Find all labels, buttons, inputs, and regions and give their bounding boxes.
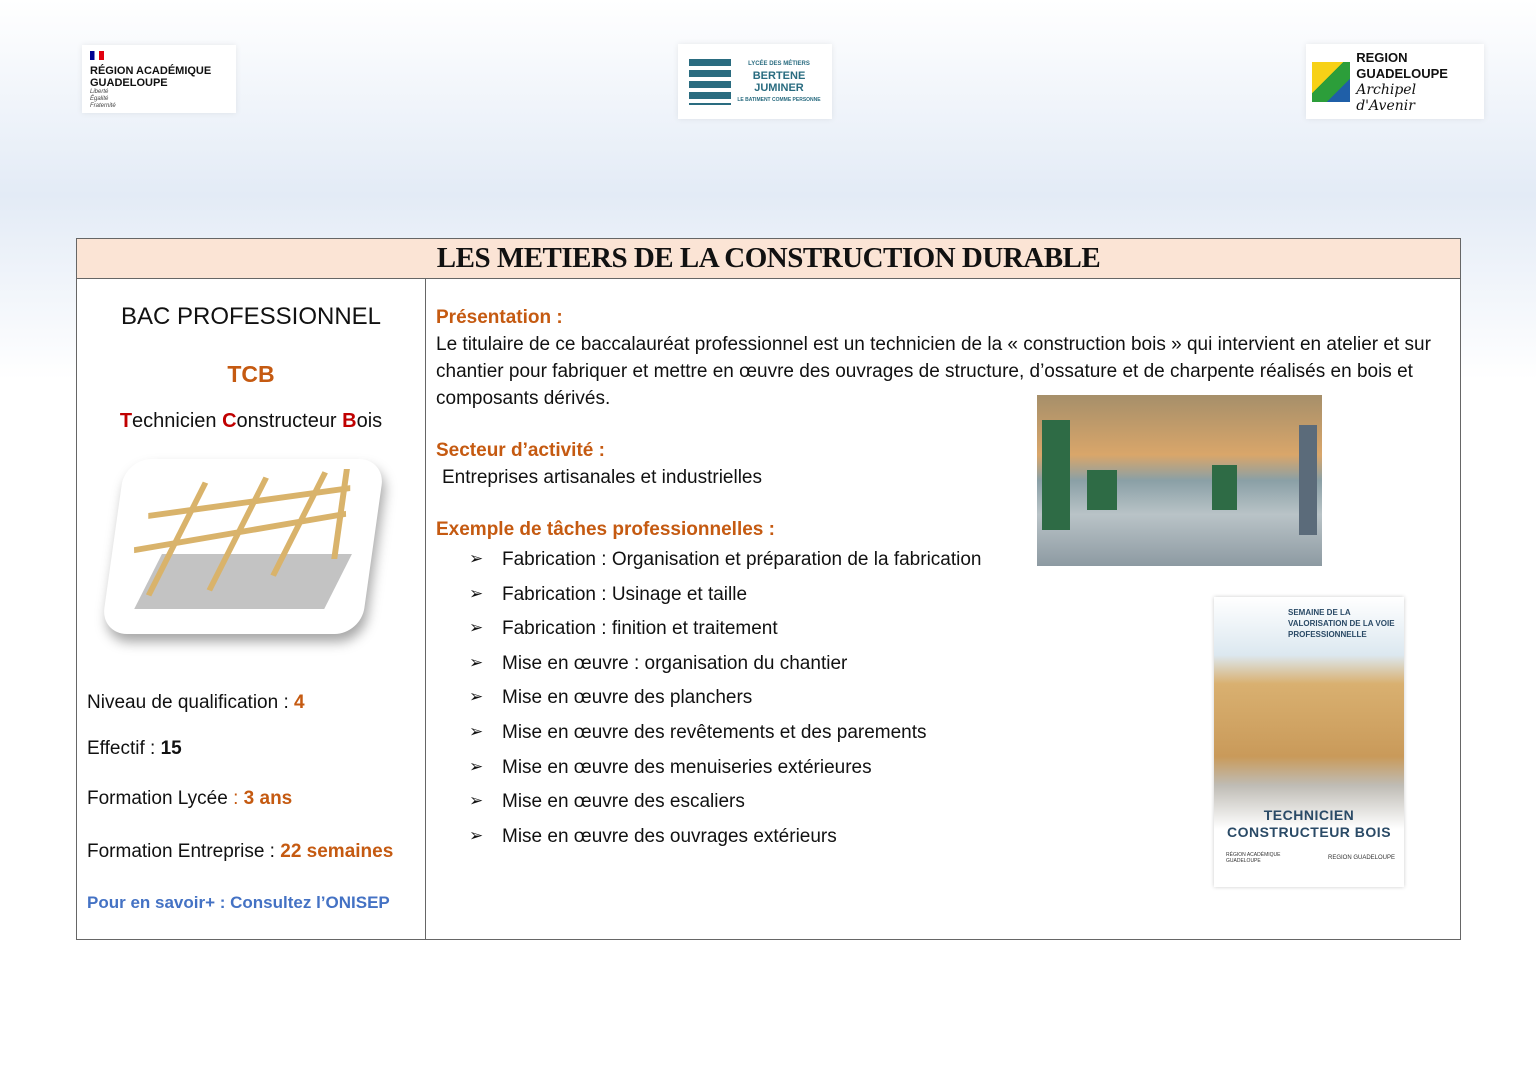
list-item [469,687,982,722]
arrow-bullet-icon: ➢ [469,825,484,845]
list-item [469,653,982,688]
logo-text: Archipel d'Avenir [1356,81,1417,114]
initial: B [342,410,357,432]
list-item [469,722,982,757]
workshop-photo [1037,395,1322,566]
document-table [76,238,1461,940]
label: Formation Lycée [87,788,234,809]
logo-text: GUADELOUPE [90,77,168,89]
item-text: Mise en œuvre des ouvrages extérieurs [502,825,837,847]
taches-list [469,549,982,860]
word: ois [356,410,383,432]
arrow-bullet-icon: ➢ [469,687,484,707]
value: 15 [160,738,182,759]
logo-text: RÉGION ACADÉMIQUE [90,65,212,77]
arrow-bullet-icon: ➢ [469,618,484,638]
formation-lycee-row [87,788,292,810]
item-text: Mise en œuvre : organisation du chantier [502,652,848,674]
arrow-bullet-icon: ➢ [469,652,484,672]
poster-text: REGION GUADELOUPE [1328,855,1396,861]
diploma-code: TCB [227,361,275,387]
section-text: Le titulaire de ce baccalauréat professionnel est un technicien de la « construction bois » qui intervient en atelier et sur chantier pour fabriquer et mettre en œuvre des ouvrages de structure, d’ossature et de charpente réalisés en bois et composants dérivés. [436,334,1431,409]
region-guadeloupe-logo [1306,44,1484,119]
poster-text: CONSTRUCTEUR BOIS [1226,824,1392,840]
french-flag-icon [90,51,104,60]
effectif-row [87,738,182,760]
item-text: Mise en œuvre des planchers [502,687,753,709]
right-column [427,279,1460,939]
logo-motto: Égalité [90,96,109,102]
building-icon [689,59,731,105]
logo-motto: Fraternité [90,103,116,109]
item-text: Fabrication : Usinage et taille [502,583,748,605]
arrow-bullet-icon: ➢ [469,549,484,568]
list-item [469,826,982,861]
page-title: LES METIERS DE LA CONSTRUCTION DURABLE [77,239,1460,279]
label: Formation Entreprise : [87,841,281,862]
item-text: Fabrication : finition et traitement [502,618,778,640]
item-text: Mise en œuvre des menuiseries extérieures [502,756,872,778]
initial: C [222,410,237,432]
item-text: Mise en œuvre des escaliers [502,791,745,813]
list-item [469,549,982,584]
poster-title [1214,807,1404,841]
value: 4 [294,692,305,713]
logo-text: LYCÉE DES MÉTIERS [748,60,810,67]
word: onstructeur [236,410,343,432]
tcb-poster-image [1214,597,1404,887]
logo-text: REGION GUADELOUPE [1356,49,1448,81]
item-text: Fabrication : Organisation et préparation de la fabrication [502,549,982,570]
onisep-link[interactable]: Pour en savoir+ : Consultez l’ONISEP [87,893,390,912]
left-column [77,279,426,939]
item-text: Mise en œuvre des revêtements et des parements [502,721,927,743]
label: Effectif : [87,738,161,759]
logo-text: BERTENE [752,69,806,82]
diploma-label: BAC PROFESSIONNEL [120,303,382,330]
poster-text: TECHNICIEN [1263,807,1355,823]
arrow-bullet-icon: ➢ [469,721,484,741]
section-text: Entreprises artisanales et industrielles [442,467,762,488]
lycee-logo [678,44,832,119]
logo-motto: Liberté [90,89,109,95]
list-item [469,618,982,653]
timber-frame-image [101,459,386,634]
section-heading: Exemple de tâches professionnelles : [436,519,775,540]
list-item [469,791,982,826]
value: 22 semaines [280,841,394,862]
formation-entreprise-row [87,841,393,863]
poster-text: RÉGION ACADÉMIQUE GUADELOUPE [1226,852,1281,864]
list-item [469,584,982,619]
niveau-row [87,692,305,714]
logo-text: JUMINER [754,81,804,94]
region-academique-logo [82,45,236,113]
section-heading: Secteur d’activité : [436,440,605,461]
section-heading: Présentation : [436,307,563,328]
arrow-bullet-icon: ➢ [469,791,484,811]
poster-text: SEMAINE DE LA VALORISATION DE LA VOIE PROFESSIONNELLE [1288,608,1395,639]
logo-text: LE BATIMENT COMME PERSONNE [737,96,821,103]
diploma-fullname [77,410,425,433]
region-emblem-icon [1312,62,1350,102]
value: 3 ans [243,788,293,809]
initial: T [119,410,133,432]
list-item [469,757,982,792]
arrow-bullet-icon: ➢ [469,756,484,776]
word: echnicien [132,410,223,432]
arrow-bullet-icon: ➢ [469,583,484,603]
separator: : [233,788,244,809]
label: Niveau de qualification : [87,692,295,713]
